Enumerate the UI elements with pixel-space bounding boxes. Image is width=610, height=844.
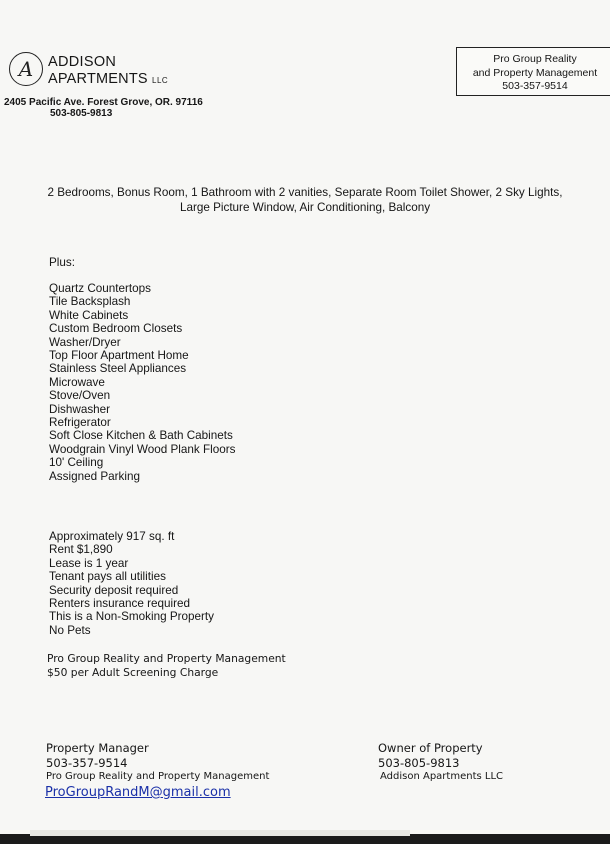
management-box-line1: Pro Group Reality	[493, 53, 577, 65]
logo-name-line1: ADDISON	[48, 54, 117, 70]
screening-company: Pro Group Reality and Property Management	[47, 652, 286, 665]
logo-monogram: A	[9, 52, 43, 86]
company-phone: 503-805-9813	[50, 108, 113, 119]
list-item: Tile Backsplash	[49, 295, 131, 309]
unit-summary: 2 Bedrooms, Bonus Room, 1 Bathroom with 2 vanities, Separate Room Toilet Shower, 2 Sky Lights, Large Picture Window, Air Conditioning, Balcony	[47, 186, 563, 214]
list-item: Custom Bedroom Closets	[49, 322, 183, 336]
list-item: Security deposit required	[49, 583, 179, 597]
logo-name-line2	[48, 71, 168, 87]
list-item: This is a Non-Smoking Property	[49, 610, 214, 624]
management-box-phone: 503-357-9514	[502, 80, 568, 92]
amenities-list	[49, 282, 235, 483]
property-manager-phone: 503-357-9514	[46, 756, 128, 770]
property-manager-company: Pro Group Reality and Property Management	[46, 771, 270, 782]
list-item: Tenant pays all utilities	[49, 570, 166, 584]
management-contact-box	[456, 47, 610, 96]
list-item: Stainless Steel Appliances	[49, 362, 187, 376]
list-item: Dishwasher	[49, 402, 111, 416]
list-item: Lease is 1 year	[49, 556, 129, 570]
list-item: 10' Ceiling	[49, 456, 104, 470]
company-address: 2405 Pacific Ave. Forest Grove, OR. 97116	[4, 97, 203, 108]
screening-charge: $50 per Adult Screening Charge	[47, 666, 219, 679]
list-item: Rent $1,890	[49, 543, 113, 557]
list-item: Refrigerator	[49, 416, 111, 430]
list-item: Approximately 917 sq. ft	[49, 530, 175, 543]
list-item: Assigned Parking	[49, 469, 140, 483]
logo-llc: LLC	[152, 76, 169, 85]
owner-phone: 503-805-9813	[378, 756, 460, 770]
list-item: Top Floor Apartment Home	[49, 349, 189, 363]
list-item: Stove/Oven	[49, 389, 111, 403]
property-manager-title: Property Manager	[46, 741, 149, 755]
list-item: Woodgrain Vinyl Wood Plank Floors	[49, 442, 236, 456]
owner-title: Owner of Property	[378, 741, 483, 755]
list-item: Soft Close Kitchen & Bath Cabinets	[49, 429, 233, 443]
list-item: No Pets	[49, 623, 91, 637]
scan-paper-edge	[30, 830, 410, 836]
list-item: White Cabinets	[49, 308, 129, 322]
list-item: Washer/Dryer	[49, 335, 121, 349]
list-item: Quartz Countertops	[49, 282, 151, 295]
list-item: Microwave	[49, 375, 105, 389]
plus-label: Plus:	[49, 256, 75, 269]
property-manager-email-link[interactable]: ProGroupRandM@gmail.com	[45, 785, 231, 800]
owner-company: Addison Apartments LLC	[380, 771, 503, 782]
list-item: Renters insurance required	[49, 597, 190, 611]
lease-terms-list	[49, 530, 214, 637]
management-box-line2: and Property Management	[472, 67, 598, 79]
logo-apartments: APARTMENTS	[48, 71, 148, 87]
